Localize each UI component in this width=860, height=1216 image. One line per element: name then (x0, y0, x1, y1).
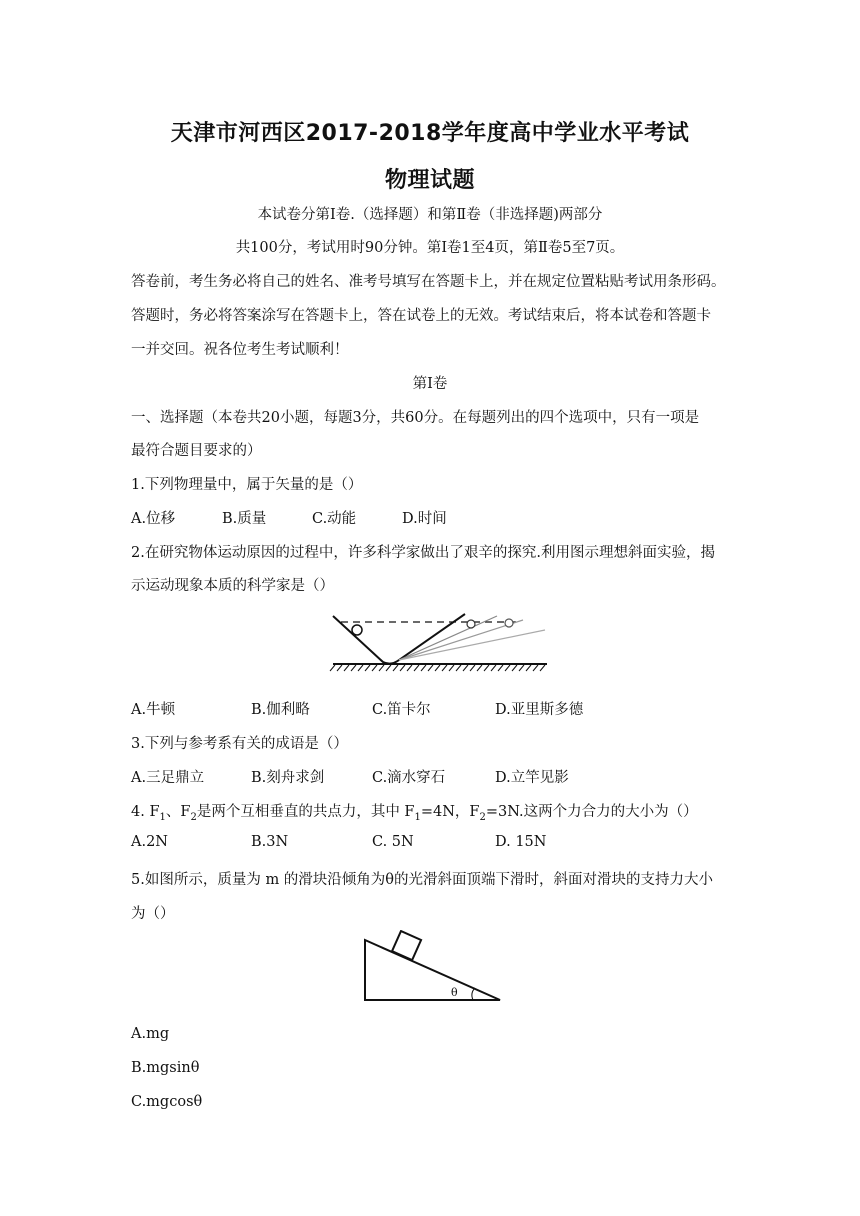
q4-option-d: D. 15N (495, 834, 547, 850)
angle-theta-label: θ (451, 986, 458, 999)
slider-on-incline-figure (355, 930, 510, 1006)
q4-option-c: C. 5N (372, 834, 414, 850)
q1-option-d: D.时间 (402, 511, 447, 527)
question-1-stem: 1.下列物理量中，属于矢量的是（） (131, 477, 363, 493)
q3-option-c: C.滴水穿石 (372, 770, 446, 786)
q3-option-b: B.刻舟求剑 (251, 770, 325, 786)
q4-stem-part: 、F (165, 804, 191, 820)
question-4-stem (131, 800, 698, 823)
section-line-2: 最符合题目要求的） (131, 443, 262, 459)
q4-subscript: 1 (159, 811, 166, 823)
volume-label: 第Ⅰ卷 (412, 376, 448, 392)
q2-option-d: D.亚里斯多德 (495, 702, 584, 718)
q2-option-a: A.牛顿 (131, 702, 176, 718)
q1-option-c: C.动能 (312, 511, 357, 527)
question-5-stem-1: 5.如图所示，质量为 m 的滑块沿倾角为θ的光滑斜面顶端下滑时，斜面对滑块的支持力大小 (131, 872, 714, 888)
q5-option-b: B.mgsinθ (131, 1060, 200, 1076)
q4-option-a: A.2N (131, 834, 168, 850)
q4-stem-part: =3N.这两个力合力的大小为（） (485, 804, 698, 820)
q3-option-a: A.三足鼎立 (131, 770, 205, 786)
q2-option-c: C.笛卡尔 (372, 702, 431, 718)
intro-line-1: 本试卷分第Ⅰ卷.（选择题）和第Ⅱ卷（非选择题)两部分 (257, 207, 603, 223)
question-2-stem-2: 示运动现象本质的科学家是（） (131, 578, 334, 594)
q4-subscript: 1 (414, 811, 421, 823)
q5-option-c: C.mgcosθ (131, 1094, 203, 1110)
exam-title: 天津市河西区2017-2018学年度高中学业水平考试 (170, 121, 690, 146)
q4-subscript: 2 (190, 811, 197, 823)
q4-subscript: 2 (479, 811, 486, 823)
instruction-line-1: 答卷前，考生务必将自己的姓名、准考号填写在答题卡上，并在规定位置粘贴考试用条形码。 (131, 274, 726, 290)
question-5-stem-2: 为（） (131, 906, 175, 922)
question-2-stem-1: 2.在研究物体运动原因的过程中，许多科学家做出了艰辛的探究.利用图示理想斜面实验，揭 (131, 545, 715, 561)
intro-line-2: 共100分，考试用时90分钟。第Ⅰ卷1至4页，第Ⅱ卷5至7页。 (235, 240, 625, 256)
q4-stem-part: 是两个互相垂直的共点力，其中 F (196, 804, 415, 820)
question-3-stem: 3.下列与参考系有关的成语是（） (131, 736, 348, 752)
q4-stem-part: 4. F (131, 804, 160, 820)
q5-option-a: A.mg (131, 1026, 170, 1042)
q1-option-a: A.位移 (131, 511, 176, 527)
exam-subtitle: 物理试题 (384, 168, 475, 193)
q1-option-b: B.质量 (222, 511, 267, 527)
instruction-line-2: 答题时，务必将答案涂写在答题卡上，答在试卷上的无效。考试结束后，将本试卷和答题卡 (131, 308, 711, 324)
ideal-incline-figure (325, 610, 551, 682)
q4-stem-part: =4N，F (420, 804, 480, 820)
q2-option-b: B.伽利略 (251, 702, 310, 718)
q3-option-d: D.立竿见影 (495, 770, 569, 786)
instruction-line-3: 一并交回。祝各位考生考试顺利！ (131, 342, 349, 358)
q4-option-b: B.3N (251, 834, 289, 850)
section-line-1: 一、选择题（本卷共20小题，每题3分，共60分。在每题列出的四个选项中，只有一项是 (131, 410, 700, 426)
